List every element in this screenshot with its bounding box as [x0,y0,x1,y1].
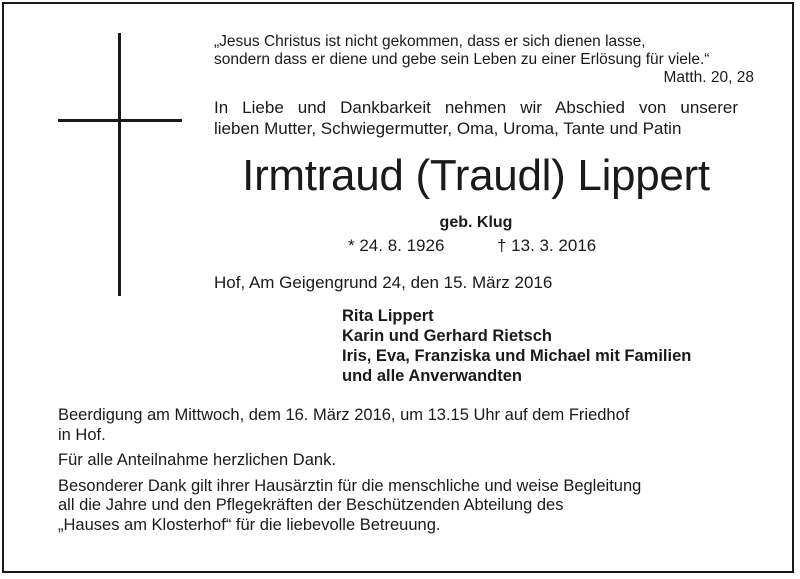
mourner: Iris, Eva, Franziska und Michael mit Familien [342,347,692,365]
funeral-notes [58,406,748,535]
quote-reference: Matth. 20, 28 [663,69,754,86]
funeral-info-line: Beerdigung am Mittwoch, dem 16. März 2016, um 13.15 Uhr auf dem Friedhof [58,406,630,424]
maiden-name: geb. Klug [439,214,513,231]
mourner: Rita Lippert [342,307,434,325]
quote-line: sondern dass er diene und gebe sein Leben zu einer Erlösung für viele.“ [214,51,710,68]
intro-line-2: lieben Mutter, Schwiegermutter, Oma, Uroma, Tante und Patin [214,119,682,138]
cross-vertical-bar [118,33,121,296]
mourner: Karin und Gerhard Rietsch [342,327,552,345]
special-thanks-line: „Hauses am Klosterhof“ für die liebevolle Betreuung. [58,515,441,534]
intro-line-1: In Liebe und Dankbarkeit nehmen wir Abschied von unserer [214,98,738,117]
funeral-info-line: in Hof. [58,425,106,444]
mourner: und alle Anverwandten [342,367,523,385]
cross-horizontal-bar [58,119,182,122]
bible-quote [214,33,754,87]
intro-text [214,97,738,139]
deceased-name: Irmtraud (Traudl) Lippert [242,151,710,200]
special-thanks-line: all die Jahre und den Pflegekräften der Beschützenden Abteilung des [58,496,564,514]
thanks-line: Für alle Anteilnahme herzlichen Dank. [58,451,336,469]
birth-date: * 24. 8. 1926 [348,236,445,255]
death-date: † 13. 3. 2016 [497,236,597,255]
place-and-date: Hof, Am Geigengrund 24, den 15. März 2016 [214,273,553,292]
mourners-list [342,306,691,386]
quote-line: „Jesus Christus ist nicht gekommen, dass er sich dienen lasse, [214,33,646,50]
special-thanks-line: Besonderer Dank gilt ihrer Hausärztin für die menschliche und weise Begleitung [58,476,642,495]
